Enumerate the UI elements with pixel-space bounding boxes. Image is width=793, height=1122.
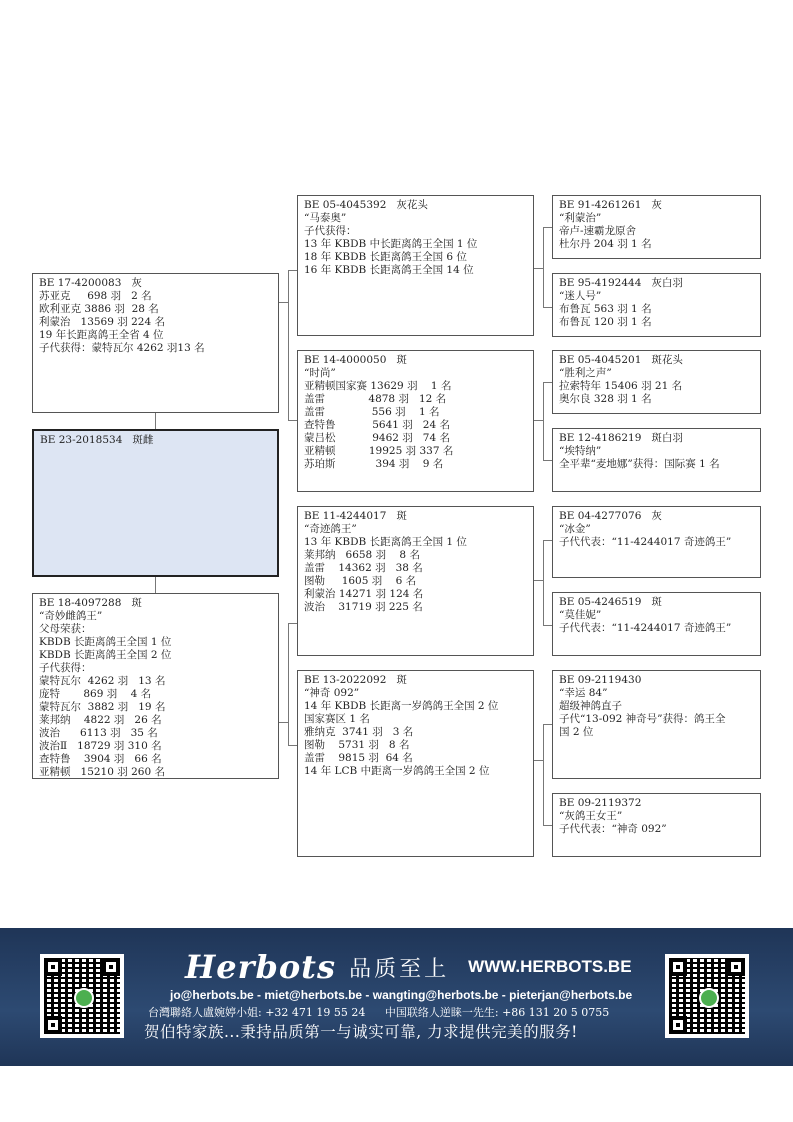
dam-dam-card	[297, 670, 534, 857]
card-line: 14 年 KBDB 长距离一岁鸽鸽王全国 2 位	[304, 700, 499, 712]
wechat-icon	[699, 988, 719, 1008]
website-link[interactable]: WWW.HERBOTS.BE	[468, 957, 632, 976]
tagline: 贺伯特家族...秉持品质第一与诚实可靠, 力求提供完美的服务!	[144, 1023, 578, 1041]
card-line: 19 年长距离鸽王全省 4 位	[39, 329, 164, 341]
connector	[279, 302, 288, 303]
ggparent-card-8	[552, 793, 761, 857]
sire-dam-card	[297, 350, 534, 492]
card-line: 13 年 KBDB 中长距离鸽王全国 1 位	[304, 238, 478, 250]
dam-sire-card	[297, 506, 534, 656]
card-line: 子代代表：“神奇 092”	[559, 823, 667, 835]
wechat-icon	[74, 988, 94, 1008]
card-line: 亚精顿 15210 羽 260 名	[39, 766, 165, 778]
card-line: 帝卢-速霸龙原舍	[559, 225, 637, 237]
card-line: 雅纳克 3741 羽 3 名	[304, 726, 414, 738]
ring-number: BE 23-2018534 斑雌	[40, 434, 154, 446]
email-list[interactable]: jo@herbots.be - miet@herbots.be - wangting@herbots.be - pieterjan@herbots.be	[170, 988, 633, 1002]
connector	[288, 270, 289, 420]
connector	[543, 724, 544, 825]
card-line: 13 年 KBDB 长距离鸽王全国 1 位	[304, 536, 467, 548]
brand-row	[185, 948, 632, 984]
card-line: 莱邦纳 6658 羽 8 名	[304, 549, 420, 561]
card-line: 盖雷 9815 羽 64 名	[304, 752, 413, 764]
connector	[533, 580, 543, 581]
card-line: 利蒙治 14271 羽 124 名	[304, 588, 424, 600]
connector	[543, 382, 544, 460]
sire-card	[32, 273, 279, 413]
card-line: 莱邦纳 4822 羽 26 名	[39, 714, 162, 726]
card-line: 盖雷 14362 羽 38 名	[304, 562, 423, 574]
card-line: 蒙吕松 9462 羽 74 名	[304, 432, 450, 444]
card-line: “冰金”	[559, 523, 591, 535]
ring-number: BE 12-4186219 斑白羽	[559, 432, 683, 444]
card-line: 全平辈“麦地娜”获得：国际赛 1 名	[559, 458, 720, 470]
ring-number: BE 11-4244017 斑	[304, 510, 407, 522]
card-line: 蒙特瓦尔 4262 羽 13 名	[39, 675, 166, 687]
ggparent-card-3	[552, 350, 761, 414]
card-line: “马泰奥”	[304, 212, 347, 224]
card-line: 子代获得：蒙特瓦尔 4262 羽13 名	[39, 342, 205, 354]
card-line: 14 年 LCB 中距离一岁鸽鸽王全国 2 位	[304, 765, 490, 777]
ring-number: BE 17-4200083 灰	[39, 277, 142, 289]
ring-number: BE 09-2119372	[559, 797, 642, 809]
ring-number: BE 09-2119430	[559, 674, 642, 686]
ring-number: BE 14-4000050 斑	[304, 354, 407, 366]
wechat-qr-code-icon	[40, 954, 124, 1038]
connector	[279, 722, 288, 723]
ring-number: BE 05-4045201 斑花头	[559, 354, 683, 366]
card-line: 查特鲁 3904 羽 66 名	[39, 753, 162, 765]
card-line: 亚精顿国家赛 13629 羽 1 名	[304, 380, 452, 392]
ring-number: BE 04-4277076 灰	[559, 510, 662, 522]
card-line: 盖雷 556 羽 1 名	[304, 406, 440, 418]
connector	[533, 268, 543, 269]
card-line: “利蒙治”	[559, 212, 602, 224]
card-line: 波治 31719 羽 225 名	[304, 601, 423, 613]
card-line: 布鲁瓦 120 羽 1 名	[559, 316, 652, 328]
card-line: 欧利亚克 3886 羽 28 名	[39, 303, 159, 315]
connector	[533, 760, 543, 761]
brand-slogan: 品质至上	[349, 956, 450, 982]
ring-number: BE 18-4097288 斑	[39, 597, 142, 609]
ggparent-card-1	[552, 195, 761, 259]
card-line: KBDB 长距离鸽王全国 2 位	[39, 649, 172, 661]
card-line: 子代代表：“11-4244017 奇迹鸽王”	[559, 622, 732, 634]
contact-taiwan: 台灣聯絡人盧婉婷小姐: +32 471 19 55 24	[148, 1006, 366, 1019]
ring-number: BE 05-4045392 灰花头	[304, 199, 428, 211]
card-line: “幸运 84”	[559, 687, 608, 699]
card-line: 布鲁瓦 563 羽 1 名	[559, 303, 652, 315]
card-line: KBDB 长距离鸽王全国 1 位	[39, 636, 172, 648]
card-line: 盖雷 4878 羽 12 名	[304, 393, 447, 405]
ggparent-card-7	[552, 670, 761, 779]
footer-banner	[0, 928, 793, 1066]
card-line: 奥尔良 328 羽 1 名	[559, 393, 652, 405]
ring-number: BE 13-2022092 斑	[304, 674, 407, 686]
ggparent-card-5	[552, 506, 761, 578]
card-line: “奇妙雌鸽王”	[39, 610, 103, 622]
wechat-qr-code-icon	[665, 954, 749, 1038]
subject-card	[32, 429, 279, 577]
card-line: 18 年 KBDB 长距离鸽王全国 6 位	[304, 251, 467, 263]
card-line: 子代代表：“11-4244017 奇迹鸽王”	[559, 536, 732, 548]
ggparent-card-6	[552, 592, 761, 656]
card-line: “迷人号”	[559, 290, 602, 302]
ring-number: BE 91-4261261 灰	[559, 199, 662, 211]
ring-number: BE 95-4192444 灰白羽	[559, 277, 683, 289]
card-line: 苏珀斯 394 羽 9 名	[304, 458, 444, 470]
card-line: 庞特 869 羽 4 名	[39, 688, 152, 700]
card-line: “时尚”	[304, 367, 336, 379]
card-line: 拉索特年 15406 羽 21 名	[559, 380, 683, 392]
card-line: 父母荣获：	[39, 623, 92, 635]
card-line: 图勒 1605 羽 6 名	[304, 575, 417, 587]
contact-row	[148, 1004, 609, 1020]
card-line: 苏亚克 698 羽 2 名	[39, 290, 152, 302]
herbots-logo: Herbots	[185, 948, 336, 986]
ggparent-card-2	[552, 273, 761, 337]
card-line: 图勒 5731 羽 8 名	[304, 739, 410, 751]
card-line: “胜利之声”	[559, 367, 612, 379]
card-line: 子代获得：	[39, 662, 92, 674]
card-line: 子代获得：	[304, 225, 357, 237]
card-line: 蒙特瓦尔 3882 羽 19 名	[39, 701, 166, 713]
card-line: “灰鸽王女王”	[559, 810, 623, 822]
card-line: 16 年 KBDB 长距离鸽王全国 14 位	[304, 264, 474, 276]
card-line: 波治Ⅱ 18729 羽 310 名	[39, 740, 162, 752]
card-line: “莫佳妮”	[559, 609, 602, 621]
card-line: “神奇 092”	[304, 687, 360, 699]
card-line: 国 2 位	[559, 726, 594, 738]
dam-card	[32, 593, 279, 779]
connector	[155, 413, 156, 429]
contact-china: 中国联络人逆睐一先生: +86 131 20 5 0755	[384, 1006, 610, 1019]
card-line: “奇迹鸽王”	[304, 523, 357, 535]
ring-number: BE 05-4246519 斑	[559, 596, 662, 608]
connector	[288, 623, 289, 745]
card-line: 超级神鸽直子	[559, 700, 622, 712]
connector	[543, 227, 544, 307]
connector	[155, 577, 156, 593]
sire-sire-card	[297, 195, 534, 336]
card-line: 子代“13-092 神奇号”获得：鸽王全	[559, 713, 726, 725]
ggparent-card-4	[552, 428, 761, 492]
card-line: 亚精顿 19925 羽 337 名	[304, 445, 454, 457]
card-line: 波治 6113 羽 35 名	[39, 727, 158, 739]
card-line: 利蒙治 13569 羽 224 名	[39, 316, 165, 328]
card-line: 查特鲁 5641 羽 24 名	[304, 419, 450, 431]
card-line: “埃特纳”	[559, 445, 602, 457]
connector	[543, 540, 544, 625]
connector	[533, 420, 543, 421]
card-line: 国家赛区 1 名	[304, 713, 370, 725]
card-line: 杜尔丹 204 羽 1 名	[559, 238, 652, 250]
